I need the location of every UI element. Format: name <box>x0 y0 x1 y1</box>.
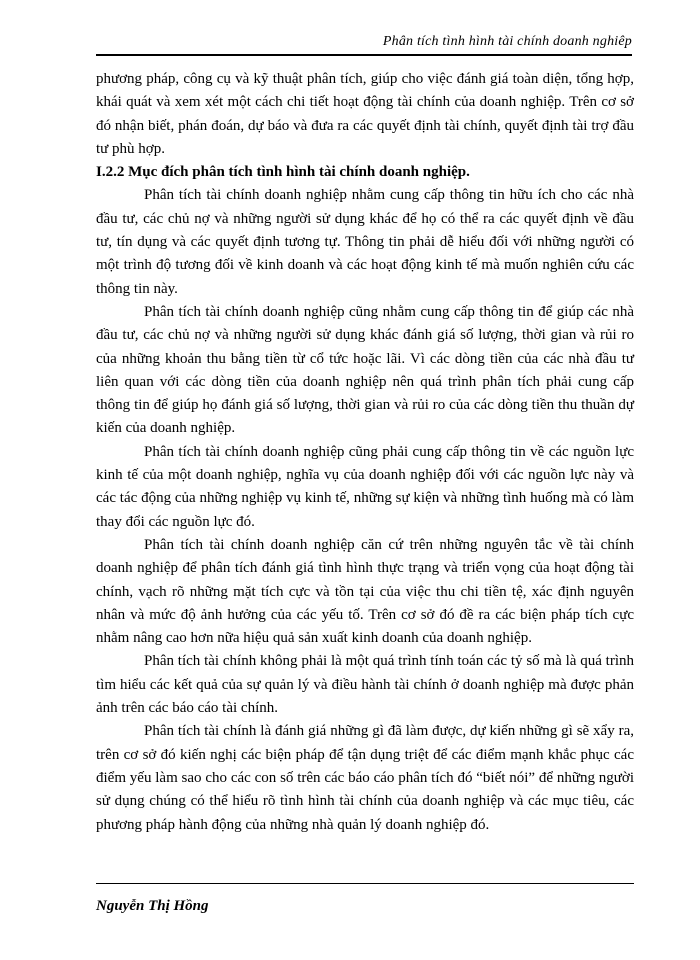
document-body <box>96 68 634 837</box>
header-title: Phân tích tình hình tài chính doanh nghiêp <box>382 34 632 49</box>
page-header <box>96 30 632 56</box>
body-paragraph-2: Phân tích tài chính doanh nghiệp cũng nhằm cung cấp thông tin để giúp các nhà đầu tư, các chủ nợ và những người sử dụng khác đánh giá số lượng, thời gian và rủi ro của những khoản thu bằng tiền từ cổ tức hoặc lãi. Vì các dòng tiền của các nhà đầu tư liên quan với các dòng tiền của doanh nghiệp nên quá trình phân tích phải cung cấp thông tin để giúp họ đánh giá số lượng, thời gian và rủi ro của các dòng tiền thu thuần dự kiến của doanh nghiệp. <box>96 303 634 437</box>
body-paragraph-3: Phân tích tài chính doanh nghiệp cũng phải cung cấp thông tin về các nguồn lực kinh tế của một doanh nghiệp, nghĩa vụ của doanh nghiệp đối với các nguồn lực này và các tác động của những nghiệp vụ kinh tế, những sự kiện và những tình huống mà có làm thay đổi các nguồn lực đó. <box>96 443 634 530</box>
body-paragraph-1: Phân tích tài chính doanh nghiệp nhằm cung cấp thông tin hữu ích cho các nhà đầu tư, các chủ nợ và những người sử dụng khác để họ có thể ra các quyết định về đầu tư, tín dụng và các quyết định tương tự. Thông tin phải dễ hiểu đối với những người có một trình độ tương đối về kinh doanh và các hoạt động kinh tế mà muốn nghiên cứu các thông tin này. <box>96 187 634 297</box>
page-footer <box>96 883 634 914</box>
body-paragraph-4: Phân tích tài chính doanh nghiệp căn cứ trên những nguyên tắc về tài chính doanh nghiệp để phân tích đánh giá tình hình thực trạng và triển vọng của hoạt động tài chính, vạch rõ những mặt tích cực và tồn tại của việc thu chi tiền tệ, xác định nguyên nhân và mức độ ảnh hưởng của các yếu tố. Trên cơ sở đó đề ra các biện pháp tích cực nhằm nâng cao hơn nữa hiệu quả sản xuất kinh doanh của doanh nghiệp. <box>96 536 634 647</box>
body-paragraph-5: Phân tích tài chính không phải là một quá trình tính toán các tỷ số mà là quá trình tìm hiểu các kết quả của sự quản lý và điều hành tài chính ở doanh nghiệp mà được phản ảnh trên các báo cáo tài chính. <box>96 653 634 717</box>
intro-paragraph: phương pháp, công cụ và kỹ thuật phân tích, giúp cho việc đánh giá toàn diện, tổng hợp, khái quát và xem xét một cách chi tiết hoạt động tài chính của doanh nghiệp. Trên cơ sở đó nhận biết, phán đoán, dự báo và đưa ra các quyết định tài chính, quyết định tài trợ đầu tư phù hợp. <box>96 71 634 157</box>
section-heading: I.2.2 Mục đích phân tích tình hình tài chính doanh nghiệp. <box>96 164 470 181</box>
footer-author: Nguyễn Thị Hồng <box>96 898 209 914</box>
body-paragraph-6: Phân tích tài chính là đánh giá những gì đã làm được, dự kiến những gì sẽ xẩy ra, trên cơ sở đó kiến nghị các biện pháp để tận dụng triệt để các điểm mạnh khắc phục các điểm yếu làm sao cho các con số trên các báo cáo phân tích đó “biết nói” để những người sử dụng chúng có thể hiểu rõ tình hình tài chính của doanh nghiệp và các mục tiêu, các phương pháp hành động của những nhà quản lý doanh nghiệp đó. <box>96 723 634 833</box>
